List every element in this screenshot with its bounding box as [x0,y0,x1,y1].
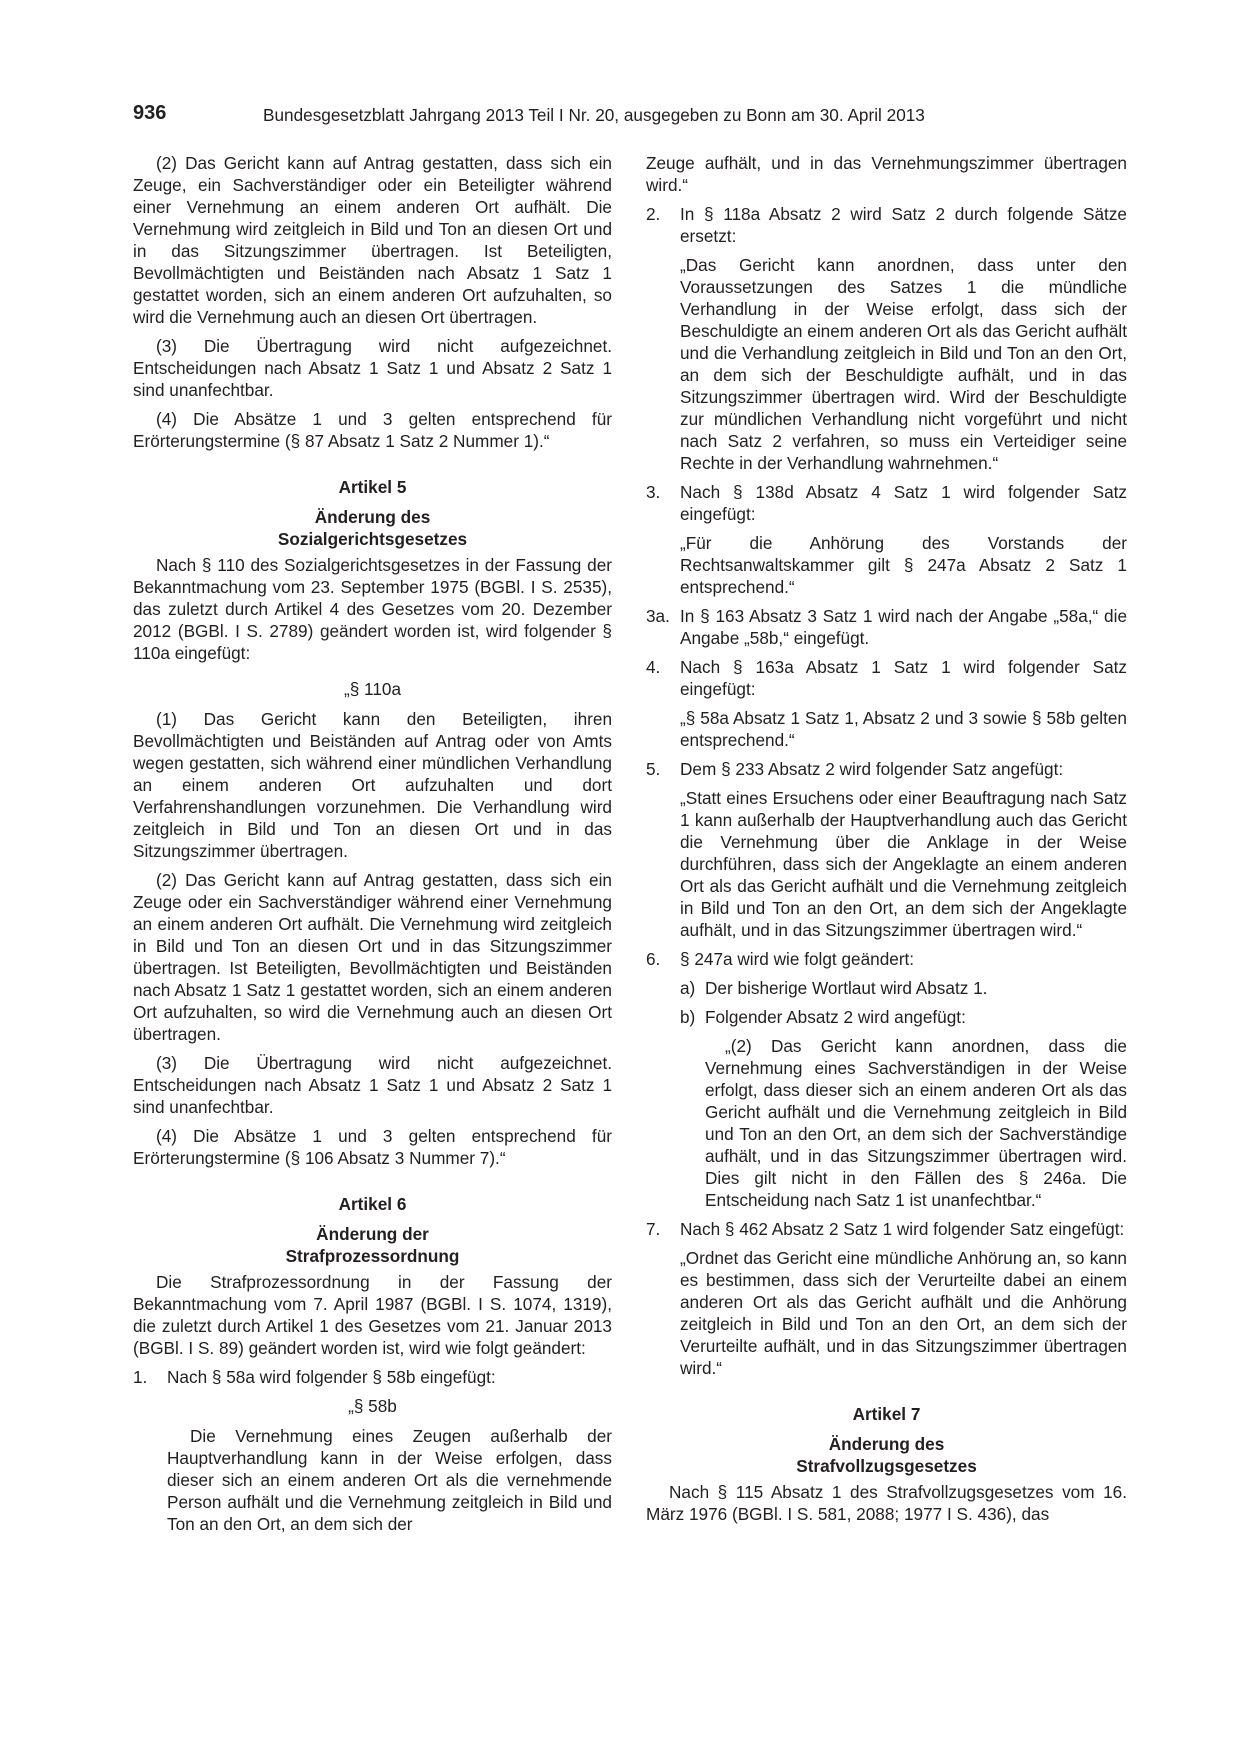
article-6-subtitle-line-2: Strafprozessordnung [285,1246,460,1266]
right-column [646,152,1127,1532]
list-item-text: In § 118a Absatz 2 wird Satz 2 durch folgende Sätze ersetzt: [680,204,1127,246]
running-head: Bundesgesetzblatt Jahrgang 2013 Teil I Nr. 20, ausgegeben zu Bonn am 30. April 2013 [263,105,925,125]
list-item-text: § 247a wird wie folgt geändert: [680,949,915,969]
section-58b-continuation: Zeuge aufhält, und in das Vernehmungszimmer übertragen wird.“ [646,153,1127,195]
list-subitem-text: Folgender Absatz 2 wird angefügt: [705,1007,966,1027]
list-subitem-6b [646,1006,1127,1028]
list-item-text: Nach § 58a wird folgender § 58b eingefügt: [167,1367,496,1387]
article-6-subtitle-line-1: Änderung der [316,1224,429,1244]
paragraph-3: (3) Die Übertragung wird nicht aufgezeichnet. Entscheidungen nach Absatz 1 Satz 1 und Absatz 2 Satz 1 sind unanfechtbar. [133,336,612,400]
section-110a-paragraph-3: (3) Die Übertragung wird nicht aufgezeichnet. Entscheidungen nach Absatz 1 Satz 1 und Absatz 2 Satz 1 sind unanfechtbar. [133,1053,612,1117]
list-item-4-quote: „§ 58a Absatz 1 Satz 1, Absatz 2 und 3 sowie § 58b gelten entsprechend.“ [680,708,1127,750]
list-item-2 [646,203,1127,247]
list-item-7-quote: „Ordnet das Gericht eine mündliche Anhörung an, so kann es bestimmen, dass sich der Verurteilte dabei an einem anderen Ort als das Gericht aufhält und die Anhörung zeitgleich in Bild und Ton an den Ort, an dem sich der Verurteilte aufhält, und in das Sitzungszimmer übertragen wird.“ [680,1248,1127,1378]
article-7-intro: Nach § 115 Absatz 1 des Strafvollzugsgesetzes vom 16. März 1976 (BGBl. I S. 581, 2088; 1977 I S. 436), das [646,1482,1127,1524]
list-item-3 [646,481,1127,525]
left-column [133,152,612,1542]
list-item-number: 6. [646,949,661,969]
list-item-2-quote: „Das Gericht kann anordnen, dass unter den Voraussetzungen des Satzes 1 die mündliche Verhandlung in der Weise erfolgt, dass sich der Beschuldigte an einem anderen Ort als das Gericht aufhält und die Verhandlung zeitgleich in Bild und Ton an den Ort, an dem sich der Beschuldigte aufhält, und in das Sitzungszimmer übertragen wird. Wird der Beschuldigte zur mündlichen Verhandlung nicht vorgeführt und nicht nach Satz 2 verfahren, so muss ein Verteidiger seine Rechte in der Verhandlung wahrnehmen.“ [680,255,1127,473]
list-subitem-letter: a) [680,978,696,998]
list-subitem-letter: b) [680,1007,696,1027]
list-subitem-text: Der bisherige Wortlaut wird Absatz 1. [705,978,988,998]
list-item-3-quote: „Für die Anhörung des Vorstands der Rechtsanwaltskammer gilt § 247a Absatz 2 Satz 1 entsprechend.“ [680,533,1127,597]
list-item-number: 3. [646,482,661,502]
list-item-4 [646,656,1127,700]
paragraph-2: (2) Das Gericht kann auf Antrag gestatten, dass sich ein Zeuge, ein Sachverständiger oder ein Beteiligter während einer Vernehmung an einem anderen Ort aufhält. Die Vernehmung wird zeitgleich in Bild und Ton an diesen Ort und in das Sitzungszimmer übertragen. Ist Beteiligten, Bevollmächtigten und Beiständen nach Absatz 1 Satz 1 gestattet worden, sich an einem anderen Ort aufzuhalten, so wird die Vernehmung auch an diesen Ort übertragen. [133,153,612,327]
article-7-subtitle-line-1: Änderung des [828,1434,945,1454]
list-item-number: 5. [646,759,661,779]
section-110a-paragraph-4: (4) Die Absätze 1 und 3 gelten entsprechend für Erörterungstermine (§ 106 Absatz 3 Nummer 7).“ [133,1126,612,1168]
list-item-5-quote: „Statt eines Ersuchens oder einer Beauftragung nach Satz 1 kann außerhalb der Hauptverhandlung auch das Gericht die Vernehmung über die Anklage in der Weise durchführen, dass sich der Angeklagte an einem anderen Ort als das Gericht aufhält und die Vernehmung zeitgleich in Bild und Ton an den Ort, an dem sich der Angeklagte aufhält, und in das Sitzungszimmer übertragen wird.“ [680,788,1127,940]
list-item-number: 4. [646,657,661,677]
article-7-subtitle-line-2: Strafvollzugsgesetzes [796,1456,977,1476]
section-110a-title: „§ 110a [343,679,402,699]
list-item-7 [646,1218,1127,1240]
article-5-intro: Nach § 110 des Sozialgerichtsgesetzes in der Fassung der Bekanntmachung vom 23. September 1975 (BGBl. I S. 2535), das zuletzt durch Artikel 4 des Gesetzes vom 20. Dezember 2012 (BGBl. I S. 2789) geändert worden ist, wird folgender § 110a eingefügt: [133,555,612,663]
article-5-subtitle-line-2: Sozialgerichtsgesetzes [277,529,468,549]
article-6-title: Artikel 6 [338,1194,407,1214]
section-110a-paragraph-1: (1) Das Gericht kann den Beteiligten, ihren Bevollmächtigten und Beiständen auf Antrag oder von Amts wegen gestatten, sich während einer mündlichen Verhandlung an einem anderen Ort aufzuhalten und dort Verfahrenshandlungen vorzunehmen. Die Verhandlung wird zeitgleich in Bild und Ton an diesen Ort und in das Sitzungszimmer übertragen. [133,709,612,861]
page-number: 936 [133,102,167,124]
list-item-3a [646,605,1127,649]
list-item-6 [646,948,1127,970]
list-item-number: 1. [133,1367,148,1387]
article-5-subtitle [133,506,612,550]
list-item-number: 3a. [646,606,670,626]
paragraph-4: (4) Die Absätze 1 und 3 gelten entsprechend für Erörterungstermine (§ 87 Absatz 1 Satz 2 Nummer 1).“ [133,409,612,451]
list-item-1 [133,1366,612,1388]
section-110a-paragraph-2: (2) Das Gericht kann auf Antrag gestatten, dass sich ein Zeuge oder ein Sachverständiger während einer Vernehmung an einem anderen Ort aufhält. Die Vernehmung wird zeitgleich in Bild und Ton an diesen Ort und in das Sitzungszimmer übertragen. Ist Beteiligten, Bevollmächtigten und Beiständen nach Absatz 1 Satz 1 gestattet worden, sich an einem anderen Ort aufzuhalten, so wird die Vernehmung auch an diesen Ort übertragen. [133,870,612,1044]
article-7-title: Artikel 7 [852,1404,921,1424]
list-subitem-6b-quote: „(2) Das Gericht kann anordnen, dass die Vernehmung eines Sachverständigen in der Weise erfolgt, dass dieser sich an einem anderen Ort als das Gericht aufhält und die Vernehmung zeitgleich in Bild und Ton an den Ort, an dem sich der Sachverständige aufhält, und in das Sitzungszimmer übertragen wird. Dies gilt nicht in den Fällen des § 246a. Die Entscheidung nach Satz 1 ist unanfechtbar.“ [705,1036,1127,1210]
list-item-text: Nach § 163a Absatz 1 Satz 1 wird folgender Satz eingefügt: [680,657,1127,699]
list-item-text: Nach § 138d Absatz 4 Satz 1 wird folgender Satz eingefügt: [680,482,1127,524]
article-6-intro: Die Strafprozessordnung in der Fassung der Bekanntmachung vom 7. April 1987 (BGBl. I S. 1074, 1319), die zuletzt durch Artikel 1 des Gesetzes vom 21. Januar 2013 (BGBl. I S. 89) geändert worden ist, wird wie folgt geändert: [133,1272,612,1358]
list-subitem-6a [646,977,1127,999]
list-item-text: Dem § 233 Absatz 2 wird folgender Satz angefügt: [680,759,1064,779]
section-58b-text: Die Vernehmung eines Zeugen außerhalb der Hauptverhandlung kann in der Weise erfolgen, dass dieser sich an einem anderen Ort als die vernehmende Person aufhält und die Vernehmung zeitgleich in Bild und Ton an den Ort, an dem sich der [167,1426,612,1534]
section-58b-title: „§ 58b [348,1396,397,1416]
list-item-number: 7. [646,1219,661,1239]
article-5-title: Artikel 5 [338,477,407,497]
article-6-subtitle [133,1223,612,1267]
list-item-5 [646,758,1127,780]
article-7-subtitle [646,1433,1127,1477]
list-item-text: In § 163 Absatz 3 Satz 1 wird nach der Angabe „58a,“ die Angabe „58b,“ eingefügt. [680,606,1127,648]
article-5-subtitle-line-1: Änderung des [314,507,431,527]
list-item-number: 2. [646,204,661,224]
list-item-text: Nach § 462 Absatz 2 Satz 1 wird folgender Satz eingefügt: [680,1219,1125,1239]
